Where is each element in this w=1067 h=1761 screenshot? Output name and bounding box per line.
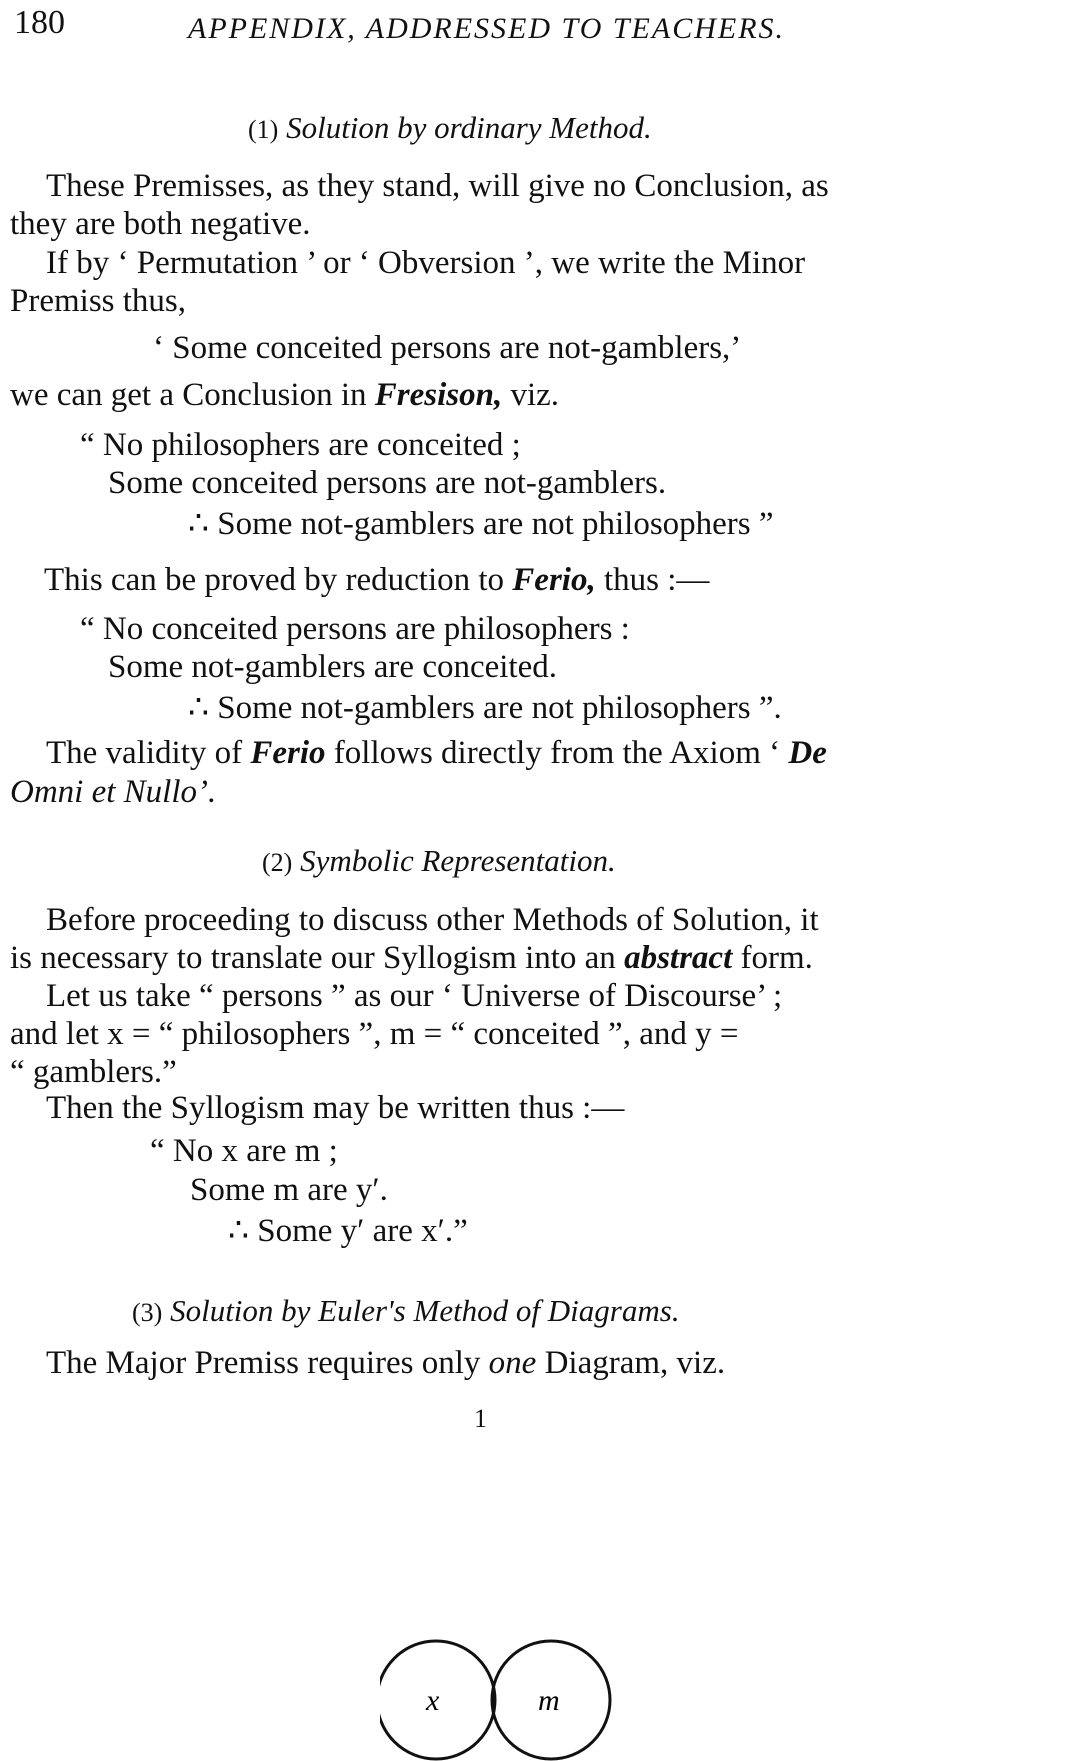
s2-paragraph1-line1: Before proceeding to discuss other Methods of Solution, it <box>46 902 819 938</box>
syllogism1-major: “ No philosophers are conceited ; <box>80 427 521 463</box>
section2-heading <box>262 843 616 879</box>
s2-paragraph2-line2: and let x = “ philosophers ”, m = “ conceited ”, and y = <box>10 1016 739 1052</box>
s1-paragraph2-line1: If by ‘ Permutation ’ or ‘ Obversion ’, we write the Minor <box>46 245 806 281</box>
section2-title: Symbolic Representation. <box>300 843 616 878</box>
s1-paragraph1-line1: These Premisses, as they stand, will give no Conclusion, as <box>46 168 829 204</box>
s1-paragraph4: This can be proved by reduction to Ferio, thus :— <box>44 562 710 598</box>
section3-number: (3) <box>132 1298 163 1327</box>
running-title: APPENDIX, ADDRESSED TO TEACHERS. <box>188 12 786 45</box>
s2-paragraph1-line2: is necessary to translate our Syllogism into an abstract form. <box>10 940 813 976</box>
diagram-label: 1 <box>474 1404 487 1433</box>
s1-paragraph2-line2: Premiss thus, <box>10 283 187 319</box>
s1-paragraph5-line1: The validity of Ferio follows directly from the Axiom ‘ De <box>46 735 827 771</box>
s2-paragraph3: Then the Syllogism may be written thus :— <box>46 1090 625 1126</box>
circle-x-label: x <box>426 1684 440 1717</box>
s3-paragraph1: The Major Premiss requires only one Diagram, viz. <box>46 1345 726 1381</box>
syllogism1-conclusion: ∴ Some not-gamblers are not philosophers ” <box>188 506 774 542</box>
syllogism2-minor: Some not-gamblers are conceited. <box>108 649 557 685</box>
syllogism2-major: “ No conceited persons are philosophers : <box>80 611 630 647</box>
symbolic-conclusion: ∴ Some y′ are x′.” <box>228 1213 468 1249</box>
mood-fresison: Fresison, <box>374 377 503 413</box>
section3-heading <box>132 1293 680 1329</box>
symbolic-major: “ No x are m ; <box>150 1133 338 1169</box>
syllogism2-conclusion: ∴ Some not-gamblers are not philosophers ”. <box>188 690 782 726</box>
section1-title: Solution by ordinary Method. <box>286 110 652 145</box>
s1-paragraph5-line2: Omni et Nullo’. <box>10 774 217 810</box>
mood-ferio-2: Ferio <box>250 735 326 771</box>
quoted-minor-premiss: ‘ Some conceited persons are not-gamblers,’ <box>153 330 742 366</box>
section1-heading <box>248 110 652 146</box>
section3-title: Solution by Euler's Method of Diagrams. <box>170 1293 680 1328</box>
s2-paragraph2-line3: “ gamblers.” <box>10 1054 177 1090</box>
section2-number: (2) <box>262 848 293 877</box>
s2-paragraph2-line1: Let us take “ persons ” as our ‘ Universe of Discourse’ ; <box>46 978 783 1014</box>
s1-paragraph1-line2: they are both negative. <box>10 206 311 242</box>
euler-diagram <box>380 1600 620 1761</box>
circle-m-label: m <box>538 1684 560 1717</box>
mood-ferio: Ferio, <box>512 562 596 598</box>
s1-paragraph3: we can get a Conclusion in Fresison, viz. <box>10 377 560 413</box>
symbolic-minor: Some m are y′. <box>190 1172 388 1208</box>
page-number: 180 <box>14 4 65 41</box>
section1-number: (1) <box>248 115 279 144</box>
syllogism1-minor: Some conceited persons are not-gamblers. <box>108 465 667 501</box>
